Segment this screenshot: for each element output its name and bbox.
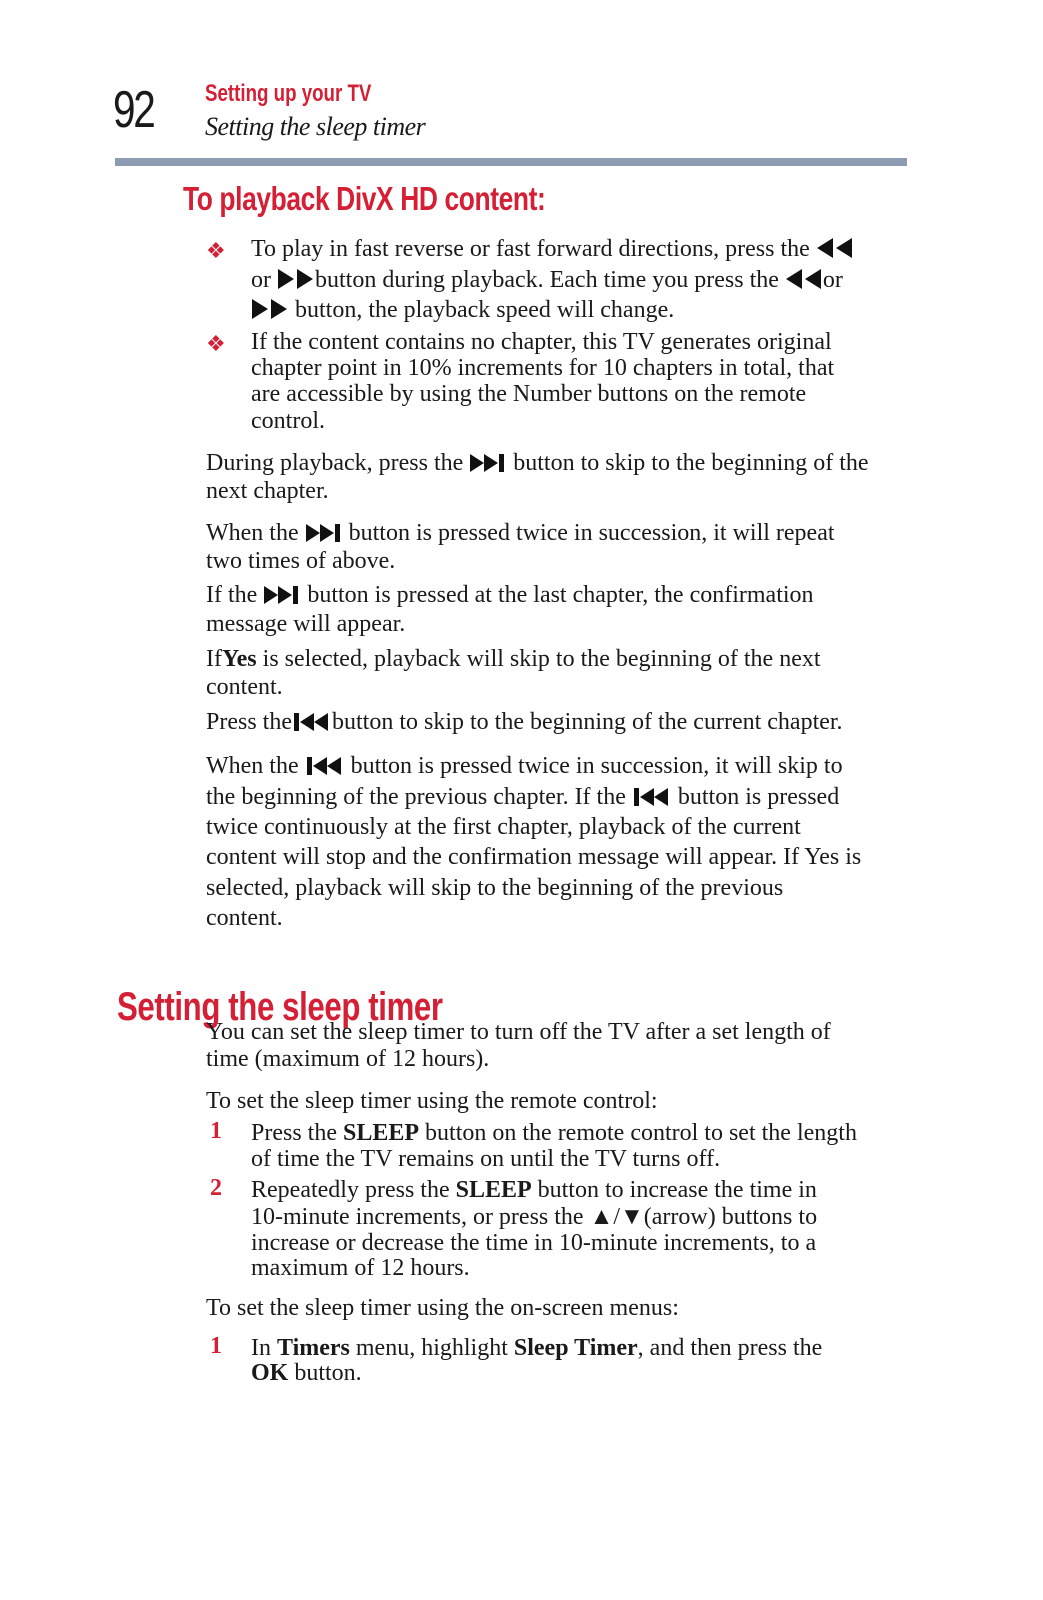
step-line: Repeatedly press the SLEEP button to increase the time in bbox=[251, 1177, 817, 1203]
rewind-icon bbox=[816, 238, 854, 258]
paragraph-line: During playback, press the button to skip to the beginning of the bbox=[206, 450, 869, 476]
paragraph-line: twice continuously at the first chapter, playback of the current bbox=[206, 814, 801, 840]
bullet1-line3: button, the playback speed will change. bbox=[251, 295, 674, 325]
skip-next-icon bbox=[305, 524, 343, 542]
bullet2-line4: control. bbox=[251, 408, 325, 434]
step-line: In Timers menu, highlight Sleep Timer, and then press the bbox=[251, 1335, 823, 1361]
paragraph-line: two times of above. bbox=[206, 548, 396, 574]
arrow-keys-icon: ▲/▼ bbox=[589, 1204, 644, 1230]
bullet1-line1: To play in fast reverse or fast forward directions, press the bbox=[251, 234, 854, 264]
paragraph-line: IfYes is selected, playback will skip to the beginning of the next bbox=[206, 646, 821, 672]
header-rule bbox=[115, 158, 907, 166]
step-line: 10-minute increments, or press the ▲/▼(arrow) buttons to bbox=[251, 1204, 818, 1230]
bullet2-line3: are accessible by using the Number buttons on the remote bbox=[251, 381, 807, 407]
skip-previous-icon bbox=[632, 788, 672, 806]
paragraph-line: selected, playback will skip to the beginning of the previous bbox=[206, 875, 784, 901]
skip-next-icon bbox=[263, 586, 301, 604]
paragraph-line: To set the sleep timer using the remote control: bbox=[206, 1088, 658, 1114]
paragraph-line: message will appear. bbox=[206, 611, 406, 637]
page-number: 92 bbox=[113, 81, 154, 139]
skip-previous-icon bbox=[305, 757, 345, 775]
fast-forward-icon bbox=[277, 269, 315, 289]
bullet2-line2: chapter point in 10% increments for 10 chapters in total, that bbox=[251, 355, 835, 381]
paragraph-line: next chapter. bbox=[206, 478, 329, 504]
paragraph-line: You can set the sleep timer to turn off the TV after a set length of bbox=[206, 1019, 831, 1045]
paragraph-line: content will stop and the confirmation message will appear. If Yes is bbox=[206, 844, 862, 870]
bullet1-line2: or button during playback. Each time you press the or bbox=[251, 267, 843, 293]
fast-forward-icon bbox=[251, 299, 289, 319]
sleep-timer-heading: Setting the sleep timer bbox=[117, 985, 443, 1029]
step-line: of time the TV remains on until the TV turns off. bbox=[251, 1146, 721, 1172]
rewind-icon bbox=[785, 269, 823, 289]
paragraph-line: Press the button to skip to the beginning of the current chapter. bbox=[206, 709, 843, 735]
paragraph-line: content. bbox=[206, 905, 283, 931]
paragraph-line: To set the sleep timer using the on-screen menus: bbox=[206, 1295, 679, 1321]
skip-previous-icon bbox=[292, 713, 332, 731]
step-line: maximum of 12 hours. bbox=[251, 1255, 470, 1281]
bullet2-line1: If the content contains no chapter, this TV generates original bbox=[251, 329, 832, 355]
running-header-subsection: Setting the sleep timer bbox=[205, 112, 426, 141]
paragraph-line: When the button is pressed twice in succession, it will repeat bbox=[206, 520, 835, 546]
paragraph-line: the beginning of the previous chapter. If the button is pressed bbox=[206, 784, 840, 810]
step-line: Press the SLEEP button on the remote control to set the length bbox=[251, 1120, 857, 1146]
step-line: increase or decrease the time in 10-minute increments, to a bbox=[251, 1230, 817, 1256]
bullet-marker: ❖ bbox=[206, 331, 226, 356]
running-header-section: Setting up your TV bbox=[205, 80, 372, 107]
paragraph-line: time (maximum of 12 hours). bbox=[206, 1046, 490, 1072]
divx-heading: To playback DivX HD content: bbox=[183, 180, 546, 217]
step-number: 2 bbox=[210, 1175, 222, 1201]
step-line: OK button. bbox=[251, 1360, 362, 1386]
step-number: 1 bbox=[210, 1118, 222, 1144]
paragraph-line: content. bbox=[206, 674, 283, 700]
paragraph-line: When the button is pressed twice in succession, it will skip to bbox=[206, 753, 843, 779]
bullet-marker: ❖ bbox=[206, 238, 226, 263]
paragraph-line: If the button is pressed at the last chapter, the confirmation bbox=[206, 582, 814, 608]
step-number: 1 bbox=[210, 1333, 222, 1359]
skip-next-icon bbox=[469, 454, 507, 472]
